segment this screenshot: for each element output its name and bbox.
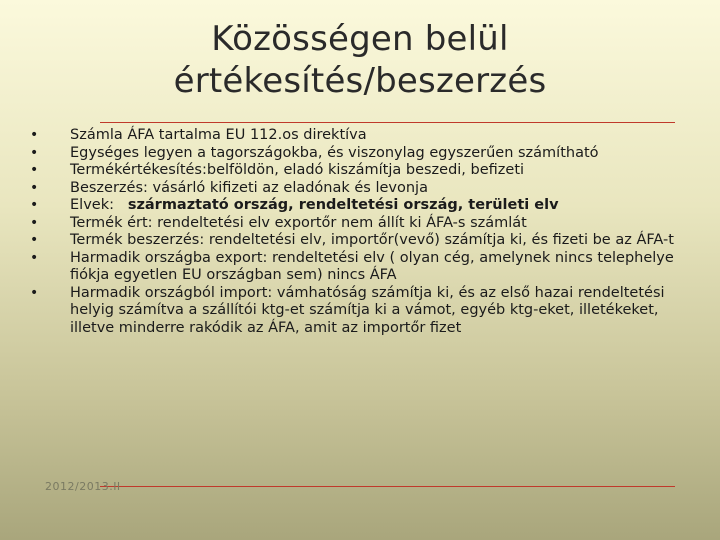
bullet-text: Termék beszerzés: rendeltetési elv, importőr(vevő) számítja ki, és fizeti be az ÁFA-t [70,232,674,248]
bullet-item [30,197,680,215]
bullet-dot-icon: • [30,179,39,196]
top-divider [100,122,675,123]
bullet-dot-icon: • [30,197,39,213]
bottom-divider [100,486,675,487]
bullet-text: Harmadik országból import: vámhatóság számítja ki, és az első hazai rendeltetési helyig számítva a szállítói ktg-et számítja ki a vámot, egyéb ktg-eket, illetékeket, illetve minderre rakódik az ÁFA, amit az importőr fizet [70,284,665,336]
bullet-text: Számla ÁFA tartalma EU 112.os direktíva [70,127,367,143]
bullet-bold-text: származtató ország, rendeltetési ország, területi elv [127,197,559,213]
bullet-dot-icon: • [30,249,39,266]
bullet-item [30,250,680,285]
slide-footer: 2012/2013.II [45,480,121,493]
bullet-dot-icon: • [30,127,39,143]
bullet-item [30,127,680,145]
bullet-item [30,180,680,198]
bullet-list [30,127,680,337]
bullet-item [30,215,680,233]
title-line-1: Közösségen belül [211,19,509,59]
bullet-prefix: Elvek: [70,197,128,213]
bullet-dot-icon: • [30,144,39,161]
bullet-item [30,232,680,250]
bullet-dot-icon: • [30,284,39,301]
bullet-dot-icon: • [30,214,39,231]
bullet-text: Termék ért: rendeltetési elv exportőr nem állít ki ÁFA-s számlát [70,214,527,231]
title-line-2: értékesítés/beszerzés [173,61,547,101]
bullet-text: Beszerzés: vásárló kifizeti az eladónak és levonja [70,179,428,196]
bullet-item [30,162,680,180]
bullet-text: Egységes legyen a tagországokba, és viszonylag egyszerűen számítható [70,144,599,161]
bullet-text: Termékértékesítés:belföldön, eladó kiszámítja beszedi, befizeti [70,162,525,178]
bullet-item [30,145,680,163]
slide-title [120,18,600,102]
bullet-text: Harmadik országba export: rendeltetési elv ( olyan cég, amelynek nincs telephelye fiókja egyetlen EU országban sem) nincs ÁFA [70,249,674,283]
bullet-item [30,285,680,338]
bullet-dot-icon: • [30,162,39,178]
bullet-dot-icon: • [30,232,39,248]
